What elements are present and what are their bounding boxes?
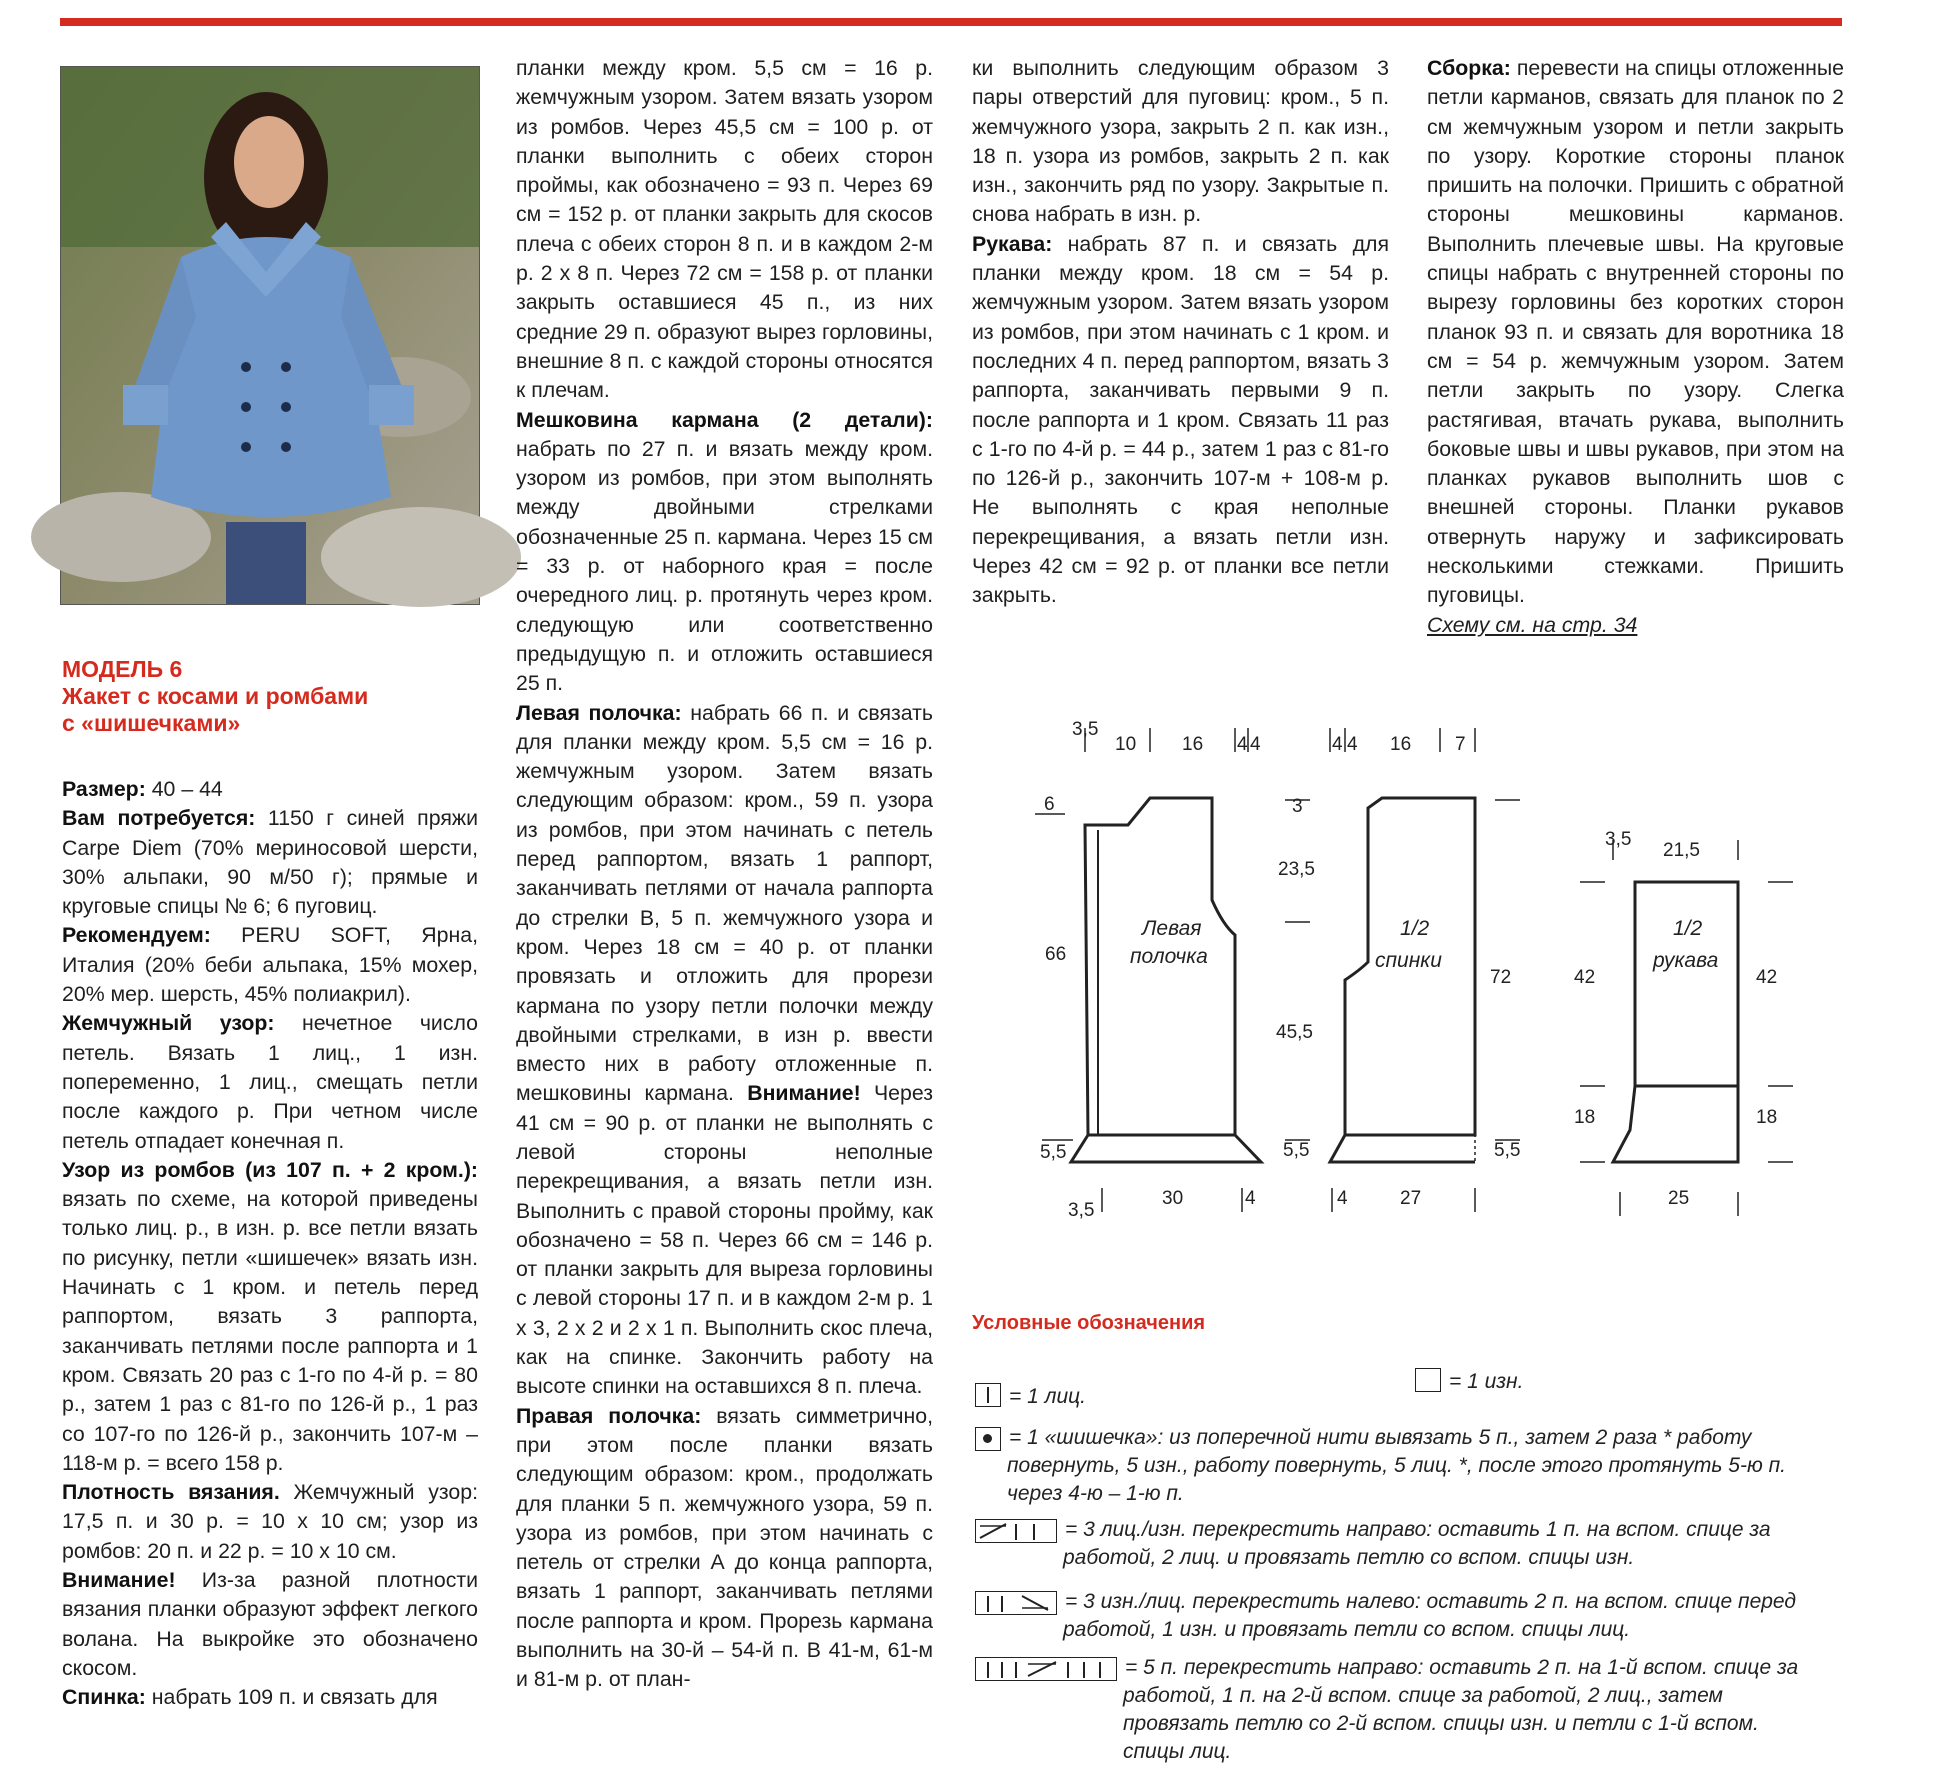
legend-cross-left-3: = 3 изн./лиц. перекрестить налево: оставить 2 п. на вспом. спице перед работой, 1 изн. и провязать петли со вспом. спицы лиц. [975,1588,1805,1644]
materials-paragraph: Вам потребуется: 1150 г синей пряжи Carpe Diem (70% мериносовой шерсти, 30% альпаки, 90 м/50 г); прямые и круговые спицы № 6; 6 пуговиц. [62,806,478,919]
knit-symbol-icon [975,1383,1001,1407]
left-front-paragraph: Левая полочка: набрать 66 п. и связать для планки между кром. 5,5 см = 16 р. жемчужным узором. Затем вязать следующим образом: кром., 59 п. узора из ромбов, при этом начинать с петель перед раппортом, вязать 1 раппорт, заканчивать петлями от начала раппорта до стрелки В, 5 п. жемчужного узора и кром. Через 18 см = 40 р. от планки провязать и отложить для прорези кармана по узору петли полочки между двойными стрелками, в изн р. ввести вместо них в работу отложенные п. мешковины кармана. Внимание! Через 41 см = 90 р. от планки не выполнять с левой стороны неполные перекрещивания, а вязать петли изн. Выполнить с правой стороны пройму, как обозначено = 58 п. Через 66 см = 146 р. от планки закрыть для выреза горловины с левой стороны 17 п. и в каждом 2-м р. 1 х 3, 2 х 2 и 2 х 1 п. Выполнить скос плеча, как на спинке. Закончить работу на высоте спинки на оставшихся 8 п. плеча. [516,700,933,1399]
dim-b-top-d: 7 [1455,734,1466,755]
top-red-rule [60,18,1842,26]
dim-b-top-a: 4 [1332,734,1343,755]
dim-s-top-a: 3,5 [1605,829,1632,850]
dim-s-right-18: 18 [1756,1107,1778,1128]
legend-title: Условные обозначения [972,1312,1206,1334]
assembly-paragraph: Сборка: перевести на спицы отложенные петли карманов, связать для планок по 2 см жемчужным узором и петли закрыть по узору. Короткие стороны планок пришить на полочки. Пришить с обратной стороны мешковины карманов. Выполнить плечевые швы. На круговые спицы набрать с внутренней стороны по вырезу горловины без коротких сторон планок 93 п. и связать для воротника 18 см = 54 р. жемчужным узором. Затем петли закрыть по узору. Слегка растягивая, втачать рукава, выполнить боковые швы и швы рукавов, при этом на планках рукавов выполнить шов с внешней стороны. Планки рукавов отвернуть наружу и зафиксировать несколькими стежками. Пришить пуговицы. [1427,56,1844,608]
dim-s-right-42: 42 [1756,967,1778,988]
purl-symbol-icon [1415,1368,1441,1392]
model-name-line-1: Жакет с косами и ромбами [62,683,369,709]
gauge-paragraph: Плотность вязания. Жемчужный узор: 17,5 п. и 30 р. = 10 х 10 см; узор из ромбов: 20 п. и 22 р. = 10 х 10 см. [62,1480,478,1563]
dim-f-top-d: 4 [1237,734,1248,755]
model-title [62,656,492,737]
right-front-paragraph: Правая полочка: вязать симметрично, при этом после планки вязать следующим образом: кром., продолжать для планки 5 п. жемчужного узора, 59 п. узора из ромбов, при этом начинать с петель от стрелки А до конца раппорта, вязать 1 раппорт, заканчивать петлями после раппорта и кром. Прорезь кармана выполнить на 30-й – 54-й п. В 41-м, 61-м и 81-м р. от план- [516,1403,933,1692]
dim-f-top-b: 10 [1115,734,1137,755]
buttonholes-paragraph: ки выполнить следующим образом 3 пары отверстий для пуговиц: кром., 5 п. жемчужного узора, закрыть 2 п. как изн., 18 п. узора из ромбов, закрыть 2 п. как изн., закончить ряд по узору. Закрытые п. снова набрать в изн. р. [972,56,1389,227]
attention-paragraph: Внимание! Из-за разной плотности вязания планки образуют эффект легкого волана. На выкройке это обозначено скосом. [62,1568,478,1680]
text-column-2 [516,54,933,1695]
dim-b-bottom-a: 4 [1337,1188,1348,1209]
legend-cross-right-3: = 3 лиц./изн. перекрестить направо: оставить 1 п. на вспом. спице за работой, 2 лиц. и провязать петлю со вспом. спицы изн. [975,1516,1805,1572]
dim-s-top-b: 21,5 [1663,840,1700,861]
dim-s-left-18: 18 [1574,1107,1596,1128]
model-number: МОДЕЛЬ 6 [62,656,183,682]
rhomb-pattern-paragraph: Узор из ромбов (из 107 п. + 2 кром.): вязать по схеме, на которой приведены только лиц. р., в изн. р. все петли вязать по рисунку, петли «шишечек» вязать изн. Начинать с 1 кром. и петель перед раппортом, вязать 3 раппорта, заканчивать петлями после раппорта и 1 кром. Связать 20 раз с 1-го по 4-й р. = 80 р., затем 1 раз с 81-го по 126-й р., 1 раз со 107-го по 126-й р., закончить 107-м – 118-м р. = всего 158 р. [62,1157,478,1475]
size-paragraph: Размер: 40 – 44 [62,777,223,801]
back-paragraph: Спинка: набрать 109 п. и связать для [62,1685,438,1710]
dim-b-body: 45,5 [1276,1022,1313,1043]
model-photo [60,66,480,605]
dim-b-top-c: 16 [1390,734,1412,755]
sleeve-label-1: 1/2 [1673,917,1703,940]
dim-b-bottom-b: 27 [1400,1188,1422,1209]
legend-purl: = 1 изн. [1415,1368,1523,1396]
dim-f-bottom-b: 30 [1162,1188,1184,1209]
text-column-1 [62,775,478,1713]
back-label-2: спинки [1375,949,1442,972]
dim-f-neck: 6 [1044,794,1055,815]
dim-f-top-e: 4 [1250,734,1261,755]
sleeve-outline [1635,882,1738,1086]
cross-right-5-icon [975,1657,1117,1681]
back-label-1: 1/2 [1400,917,1430,940]
cross-right-3-icon [975,1519,1057,1543]
model-name-line-2: с «шишечками» [62,710,241,736]
recommend-paragraph: Рекомендуем: PERU SOFT, Ярна, Италия (20% беби альпака, 15% мохер, 20% мер. шерсть, 45% полиакрил). [62,923,478,1007]
back-continued-paragraph: планки между кром. 5,5 см = 16 р. жемчужным узором. Затем вязать узором из ромбов. Через 45,5 см = 100 р. от планки выполнить с обеих сторон проймы, как обозначено = 93 п. Через 69 см = 152 р. от планки закрыть для скосов плеча с обеих сторон 8 п. и в каждом 2-м р. 2 х 8 п. Через 72 см = 158 р. от планки закрыть оставшиеся 45 п., из них средние 29 п. образуют вырез горловины, внешние 8 п. с каждой стороны относятся к плечам. [516,56,933,403]
front-label-2: полочка [1130,945,1208,968]
bobble-symbol-icon [975,1427,1001,1451]
dim-b-band-left: 5,5 [1283,1140,1310,1161]
dim-b-top-b: 4 [1347,734,1358,755]
dim-f-height: 66 [1045,944,1067,965]
text-column-3 [972,54,1389,611]
cross-left-3-icon [975,1591,1057,1615]
dim-f-bottom-a: 3,5 [1068,1200,1095,1221]
dim-b-height: 72 [1490,967,1512,988]
legend-bobble: = 1 «шишечка»: из поперечной нити вывязать 5 п., затем 2 раза * работу повернуть, 5 изн., работу повернуть, 5 лиц. *, после этого протянуть 5-ю п. через 4-ю – 1-ю п. [975,1424,1805,1508]
pocket-paragraph: Мешковина кармана (2 детали): набрать по 27 п. и вязать между кром. узором из ромбов, при этом выполнять между двойными стрелками обозначенные 25 п. кармана. Через 15 см = 33 р. от наборного края = после очередного лиц. р. протянуть через кром. следующую или соответственно предыдущую п. и отложить оставшиеся 25 п. [516,407,933,696]
dim-b-armhole: 23,5 [1278,859,1315,880]
text-column-4 [1427,54,1844,640]
dim-b-band-right: 5,5 [1494,1140,1521,1161]
sleeve-label-2: рукава [1653,949,1719,972]
dim-f-top-c: 16 [1182,734,1204,755]
legend-cross-right-5: = 5 п. перекрестить направо: оставить 2 п. на 1-й вспом. спице за работой, 1 п. на 2-й вспом. спице за работой, 2 лиц., затем провязать петлю со 2-й вспом. спицы изн. и петли с 1-й вспом. спицы лиц. [975,1654,1805,1766]
dim-f-bottom-c: 4 [1245,1188,1256,1209]
dim-f-top-a: 3,5 [1072,719,1099,740]
dim-b-shoulder: 3 [1292,796,1303,817]
legend-knit: = 1 лиц. [975,1383,1086,1411]
dim-s-left-42: 42 [1574,967,1596,988]
scheme-reference: Схему см. на стр. 34 [1427,612,1638,637]
sleeves-paragraph: Рукава: набрать 87 п. и связать для планки между кром. 18 см = 54 р. жемчужным узором. Затем вязать узором из ромбов, при этом начинать с 1 кром. и последних 4 п. перед раппортом, вязать 3 раппорта, заканчивать первыми 9 п. после раппорта и 1 кром. Связать 11 раз с 1-го по 4-й р. = 44 р., затем 1 раз с 81-го по 126-й р., закончить 107-м + 108-м р. Не выполнять с края неполные перекрещивания, а вязать петли изн. Через 42 см = 92 р. от планки все петли закрыть. [972,231,1389,608]
pattern-schematic [1010,719,1810,1230]
front-label-1: Левая [1142,917,1202,940]
dim-f-band: 5,5 [1040,1142,1067,1163]
pearl-pattern-paragraph: Жемчужный узор: нечетное число петель. Вязать 1 лиц., 1 изн. попеременно, 1 лиц., смещать петли после каждого р. При четном числе петель отпадает конечная п. [62,1011,478,1153]
dim-s-bottom: 25 [1668,1188,1690,1209]
